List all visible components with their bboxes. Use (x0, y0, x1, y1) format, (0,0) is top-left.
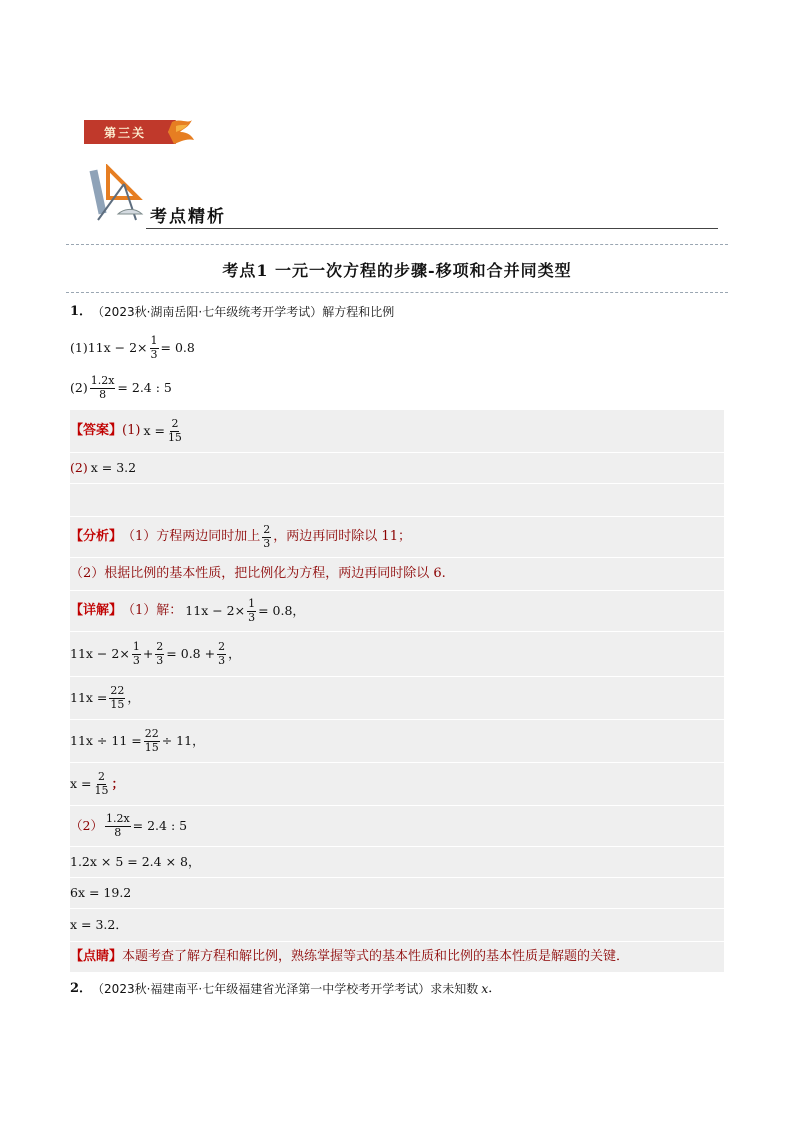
analysis2: （2）根据比例的基本性质，把比例化为方程，两边再同时除以 6. (70, 565, 446, 581)
numerator: 1 (248, 597, 256, 611)
detail-row-1 (70, 591, 724, 631)
denominator: 3 (150, 347, 158, 361)
section-title: 考点精析 (150, 207, 226, 227)
detail8: 6x = 19.2 (70, 885, 132, 901)
fraction (217, 641, 226, 666)
section-header (88, 164, 718, 230)
answer-row-2 (70, 453, 724, 483)
answer-row-blank (70, 484, 724, 516)
numerator: 1 (150, 334, 158, 348)
answer2-value: x = 3.2 (90, 460, 137, 476)
denominator: 3 (218, 653, 226, 667)
detail9: x = 3.2． (70, 917, 128, 933)
answer2-label: (2) (70, 460, 88, 476)
analysis1-pre: （1）方程两边同时加上 (122, 528, 261, 544)
denominator: 3 (263, 536, 271, 550)
q1-header (70, 302, 724, 322)
denominator: 8 (99, 387, 107, 401)
q1-part2 (70, 370, 724, 406)
q1-part2-label: (2) (70, 380, 88, 396)
q2-number: 2． (70, 980, 93, 996)
ruler-compass-icon (88, 164, 148, 226)
fraction (247, 598, 256, 623)
detail-tag: 【详解】 (70, 602, 123, 618)
denominator: 3 (248, 610, 256, 624)
section-rule (146, 228, 718, 229)
detail3-lhs: 11x = (70, 690, 108, 706)
denominator: 3 (132, 653, 140, 667)
answer1-label: (1) (122, 422, 141, 438)
detail-row-6 (70, 806, 724, 846)
fraction (167, 418, 183, 443)
denominator: 15 (94, 783, 109, 797)
detail-row-2 (70, 632, 724, 676)
fraction (144, 728, 160, 753)
detail-row-5 (70, 763, 724, 805)
topic-title: 考点1 一元一次方程的步骤-移项和合并同类型 (222, 261, 572, 280)
detail-row-9 (70, 909, 724, 941)
fraction (150, 335, 159, 360)
level-banner (84, 118, 196, 146)
detail2-end: ， (228, 646, 241, 662)
fraction (90, 375, 116, 400)
analysis-row-2 (70, 558, 724, 590)
numerator: 1.2x (105, 812, 130, 826)
denominator: 15 (110, 697, 125, 711)
comment-row (70, 942, 724, 972)
comment-tag: 【点睛】 (70, 948, 123, 964)
analysis-tag: 【分析】 (70, 528, 123, 544)
denominator: 15 (167, 430, 182, 444)
detail1-lhs: 11x − 2× (185, 603, 246, 619)
q1-part1-lhs: 11x − 2× (87, 340, 148, 356)
answer-tag: 【答案】 (70, 422, 123, 438)
q2-source: （2023秋·福建南平·七年级福建省光泽第一中学校考开学考试）求未知数 (92, 981, 479, 996)
fraction (94, 771, 110, 796)
numerator: 2 (156, 640, 164, 654)
q2-header (70, 978, 724, 1000)
numerator: 2 (171, 417, 179, 431)
fraction (109, 685, 125, 710)
q1-source: （2023秋·湖南岳阳·七年级统考开学考试）解方程和比例 (92, 304, 395, 319)
divider-top (66, 244, 728, 245)
q2-end: ． (488, 980, 502, 996)
detail1-rhs: = 0.8， (258, 603, 305, 619)
detail-row-3 (70, 677, 724, 719)
answer-row-1 (70, 410, 724, 452)
detail1-pre: （1）解： (122, 602, 183, 618)
q2-variable: x (481, 981, 489, 997)
detail4-end: ÷ 11， (161, 733, 205, 749)
detail-row-8 (70, 878, 724, 908)
q1-part1-rhs: = 0.8 (160, 340, 195, 356)
numerator: 2 (263, 523, 271, 537)
answer1-lhs: x = (143, 423, 165, 439)
numerator: 22 (110, 684, 125, 698)
detail5-end: ； (111, 776, 125, 792)
q1-part2-rhs: = 2.4 : 5 (117, 380, 172, 396)
detail2-part-b: + (142, 646, 154, 662)
fraction (262, 524, 271, 549)
numerator: 1.2x (90, 374, 115, 388)
comment-text: 本题考查了解方程和解比例，熟练掌握等式的基本性质和比例的基本性质是解题的关键． (122, 948, 630, 964)
fraction (132, 641, 141, 666)
detail6-rhs: = 2.4 : 5 (132, 818, 188, 834)
detail2-part-c: = 0.8 + (166, 646, 216, 662)
fraction (105, 813, 131, 838)
numerator: 2 (218, 640, 226, 654)
detail-row-7 (70, 847, 724, 877)
detail2-label: （2） (70, 818, 103, 834)
detail5-lhs: x = (70, 776, 92, 792)
fraction (155, 641, 164, 666)
detail2-part-a: 11x − 2× (70, 646, 130, 662)
detail4-lhs: 11x ÷ 11 = (70, 733, 142, 749)
numerator: 22 (144, 727, 159, 741)
q1-part1-label: (1) (70, 340, 88, 356)
denominator: 3 (156, 653, 164, 667)
banner-label: 第三关 (104, 126, 147, 140)
numerator: 1 (132, 640, 140, 654)
q1-number: 1． (70, 303, 93, 319)
detail-row-4 (70, 720, 724, 762)
denominator: 8 (114, 825, 122, 839)
divider-bottom (66, 292, 728, 293)
denominator: 15 (144, 740, 159, 754)
q1-part1 (70, 330, 724, 366)
analysis1-post: ，两边再同时除以 11； (273, 528, 411, 544)
detail7: 1.2x × 5 = 2.4 × 8， (70, 854, 201, 870)
detail3-end: ， (127, 690, 140, 706)
numerator: 2 (98, 770, 105, 784)
analysis-row-1 (70, 517, 724, 557)
